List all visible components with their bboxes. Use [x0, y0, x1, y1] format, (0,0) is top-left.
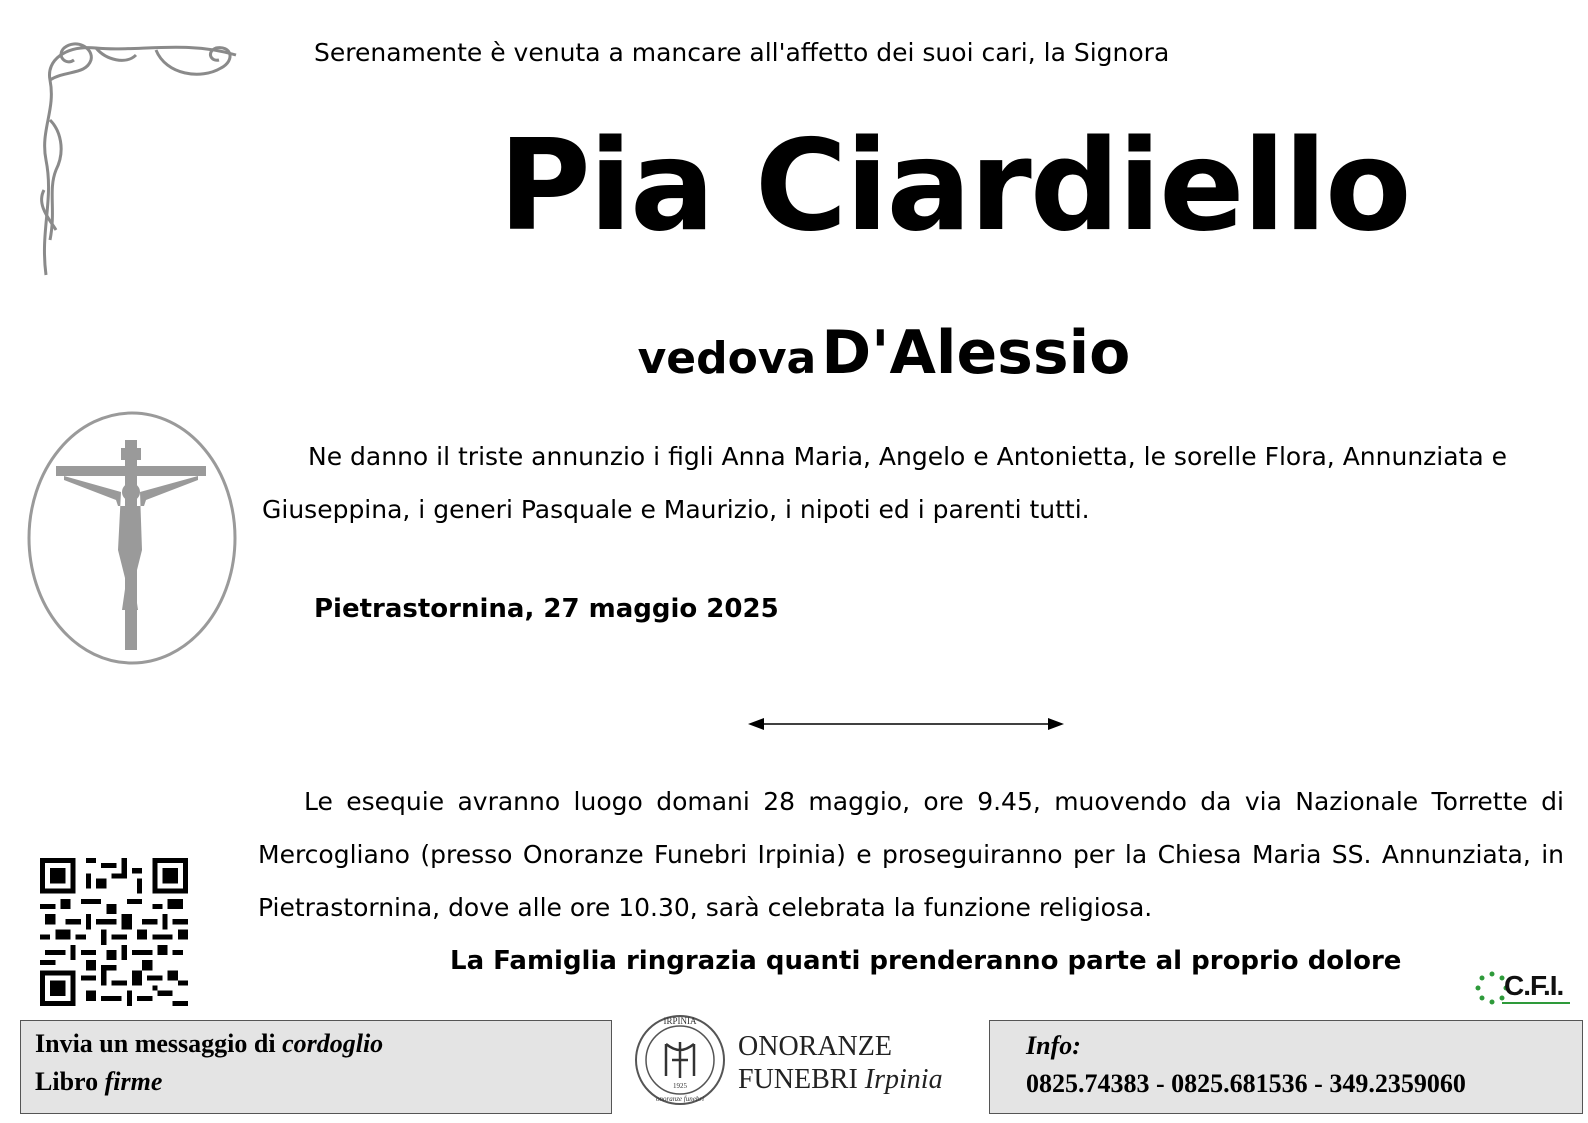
seal-year-text: 1925: [673, 1082, 687, 1090]
condolence-box[interactable]: [20, 1020, 612, 1114]
married-surname: D'Alessio: [821, 318, 1131, 388]
funeral-details-body: Le esequie avranno luogo domani 28 maggio, ore 9.45, muovendo da via Nazionale Torrette di Mercogliano (presso Onoranze Funebri Irpinia) e proseguiranno per la Chiesa Maria SS. Annunziata, in Pietrastornina, dove alle ore 10.30, sarà celebrata la funzione religiosa.: [258, 787, 1564, 922]
cfi-logo-text: C.F.I.: [1504, 970, 1564, 1001]
agency-line-2: [738, 1063, 943, 1096]
funeral-details: [258, 775, 1564, 934]
seal-top-text: IRPINIA: [663, 1016, 697, 1026]
agency-line-1: ONORANZE: [738, 1031, 892, 1062]
guestbook-link[interactable]: [35, 1063, 597, 1101]
phone-numbers[interactable]: 0825.74383 - 0825.681536 - 349.2359060: [1026, 1069, 1466, 1098]
crucifix-icon: [26, 410, 238, 666]
info-box: [989, 1020, 1583, 1114]
agency-line-2-prefix: FUNEBRI: [738, 1064, 865, 1095]
condolence-italic: cordoglio: [282, 1029, 384, 1058]
condolence-prefix: Invia un messaggio di: [35, 1029, 283, 1058]
deceased-name: Pia Ciardiello: [498, 112, 1410, 259]
announcement-body: Ne danno il triste annunzio i figli Anna Maria, Angelo e Antonietta, le sorelle Flora, Annunziata e Giuseppina, i generi Pasquale e Maurizio, i nipoti ed i parenti tutti.: [262, 442, 1508, 524]
guestbook-italic: firme: [104, 1067, 163, 1096]
qr-code-icon[interactable]: [40, 858, 188, 1006]
announcement-text: [262, 430, 1562, 536]
condolence-link[interactable]: [35, 1025, 597, 1063]
thanks-text: La Famiglia ringrazia quanti prenderanno parte al proprio dolore: [450, 946, 1402, 976]
info-label: Info:: [1026, 1031, 1081, 1060]
agency-seal-icon: [632, 1012, 728, 1108]
guestbook-prefix: Libro: [35, 1067, 105, 1096]
dateline: Pietrastornina, 27 maggio 2025: [314, 594, 779, 624]
married-name-line: [0, 318, 1588, 388]
intro-text: Serenamente è venuta a mancare all'affetto dei suoi cari, la Signora: [314, 38, 1170, 67]
agency-line-2-italic: Irpinia: [864, 1064, 943, 1095]
agency-name: [738, 1030, 943, 1096]
vedova-label: vedova: [637, 333, 817, 384]
cfi-logo-icon: [1474, 970, 1570, 1010]
double-arrow-icon: [748, 714, 1064, 734]
seal-bottom-text: onoranze funebri: [655, 1095, 705, 1103]
